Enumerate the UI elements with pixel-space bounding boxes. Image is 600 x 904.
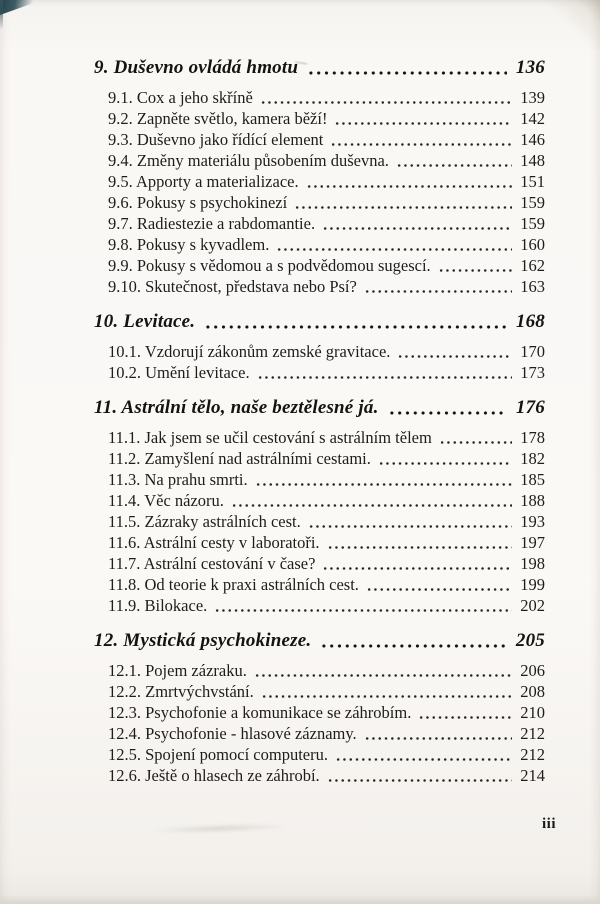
toc-entry-title: 11.2. Zamyšlení nad astrálními cestami. xyxy=(108,449,371,468)
dot-leader xyxy=(396,163,512,168)
toc-entry-page: 159 xyxy=(520,214,545,233)
toc-entry xyxy=(108,574,545,595)
toc-entry-title: 12.6. Ještě o hlasech ze záhrobí. xyxy=(108,766,320,785)
dot-leader xyxy=(204,324,507,330)
toc-entry-page: 208 xyxy=(520,682,545,701)
scan-corner-artifact xyxy=(0,0,42,15)
dot-leader xyxy=(276,247,512,252)
toc-entry-title: 9.2. Zapněte světlo, kamera běží! xyxy=(108,109,328,128)
toc-entry xyxy=(108,171,545,192)
toc-section-title: 12. Mystická psychokineze. xyxy=(94,630,312,651)
toc-section-heading xyxy=(94,310,545,334)
toc-entry xyxy=(108,255,545,276)
toc-entry-title: 9.6. Pokusy s psychokinezí xyxy=(108,193,288,212)
toc-section-title: 11. Astrální tělo, naše beztělesné já. xyxy=(94,397,379,418)
toc-entry-page: 142 xyxy=(520,109,545,128)
toc-section xyxy=(94,396,545,616)
toc-entry xyxy=(108,490,545,511)
toc-entry xyxy=(108,511,545,532)
dot-leader xyxy=(307,70,507,76)
toc-entry xyxy=(108,723,545,744)
dot-leader xyxy=(327,545,512,550)
toc-entry xyxy=(108,553,545,574)
toc-entry-title: 9.8. Pokusy s kyvadlem. xyxy=(108,235,270,254)
toc-entry-title: 11.1. Jak jsem se učil cestování s astrálním tělem xyxy=(108,428,432,447)
toc-entry-page: 210 xyxy=(520,703,545,722)
toc-entry xyxy=(108,532,545,553)
toc-entry-page: 212 xyxy=(520,745,545,764)
toc-entry-page: 159 xyxy=(520,193,545,212)
toc-entry-title: 12.4. Psychofonie - hlasové záznamy. xyxy=(108,724,357,743)
toc-section xyxy=(94,310,545,383)
toc-entry-page: 178 xyxy=(520,428,545,447)
toc-section-heading xyxy=(94,629,545,653)
page-number-folio: iii xyxy=(541,816,556,832)
toc-entry xyxy=(108,129,545,150)
toc-entry xyxy=(108,595,545,616)
toc-entry-title: 11.3. Na prahu smrti. xyxy=(108,470,248,489)
toc-entry xyxy=(108,87,545,108)
toc-entry-page: 162 xyxy=(520,256,545,275)
toc-entry xyxy=(108,660,545,681)
toc-entry xyxy=(108,702,545,723)
dot-leader xyxy=(320,643,507,649)
toc-entry-title: 9.10. Skutečnost, představa nebo Psí? xyxy=(108,277,357,296)
toc-entry xyxy=(108,108,545,129)
dot-leader xyxy=(308,524,512,529)
toc-entry-page: 170 xyxy=(520,342,545,361)
toc-entry-title: 12.1. Pojem zázraku. xyxy=(108,661,247,680)
toc-entry xyxy=(108,192,545,213)
dot-leader xyxy=(214,608,512,613)
scan-smudge xyxy=(150,822,290,836)
dot-leader xyxy=(364,736,512,741)
dot-leader xyxy=(418,715,512,720)
toc-section-title: 10. Levitace. xyxy=(94,311,196,332)
dot-leader xyxy=(397,354,512,359)
toc-entry-title: 12.2. Zmrtvýchvstání. xyxy=(108,682,254,701)
toc-entry-page: 139 xyxy=(520,88,545,107)
toc-section-page: 136 xyxy=(515,57,545,78)
toc-entry-title: 10.2. Umění levitace. xyxy=(108,363,250,382)
dot-leader xyxy=(378,461,512,466)
dot-leader xyxy=(255,482,512,487)
toc-entry-title: 9.1. Cox a jeho skříně xyxy=(108,88,253,107)
toc-entry-page: 185 xyxy=(520,470,545,489)
toc-entry-page: 199 xyxy=(520,575,545,594)
toc-entry-page: 188 xyxy=(520,491,545,510)
toc-section-heading xyxy=(94,396,545,420)
toc-section-page: 168 xyxy=(515,311,545,332)
dot-leader xyxy=(260,100,512,105)
toc-entry-title: 11.6. Astrální cesty v laboratoři. xyxy=(108,533,320,552)
toc-entry-page: 182 xyxy=(520,449,545,468)
toc-entry-title: 11.9. Bilokace. xyxy=(108,596,208,615)
toc-entry-page: 163 xyxy=(520,277,545,296)
toc-entry-page: 214 xyxy=(520,766,545,785)
toc-entry-title: 11.8. Od teorie k praxi astrálních cest. xyxy=(108,575,359,594)
scan-edge-artifact xyxy=(0,0,3,30)
toc-entry-page: 198 xyxy=(520,554,545,573)
toc-section xyxy=(94,56,545,297)
toc-entry-title: 9.3. Duševno jako řídící element xyxy=(108,130,324,149)
toc-section-heading xyxy=(94,56,545,80)
dot-leader xyxy=(322,226,512,231)
dot-leader xyxy=(322,566,512,571)
dot-leader xyxy=(439,440,512,445)
toc-entry-page: 212 xyxy=(520,724,545,743)
toc-entry xyxy=(108,341,545,362)
toc-entry-page: 148 xyxy=(520,151,545,170)
dot-leader xyxy=(294,205,512,210)
dot-leader xyxy=(327,778,512,783)
toc-entry-page: 202 xyxy=(520,596,545,615)
dot-leader xyxy=(334,121,512,126)
toc-entry-title: 11.4. Věc názoru. xyxy=(108,491,224,510)
toc-entry-title: 9.5. Apporty a materializace. xyxy=(108,172,299,191)
toc-entry xyxy=(108,276,545,297)
toc-entry-title: 9.7. Radiestezie a rabdomantie. xyxy=(108,214,316,233)
dot-leader xyxy=(306,184,512,189)
dot-leader xyxy=(388,410,507,416)
toc-entry xyxy=(108,362,545,383)
toc-entry xyxy=(108,681,545,702)
toc-entry-page: 206 xyxy=(520,661,545,680)
dot-leader xyxy=(330,142,512,147)
toc-entry xyxy=(108,765,545,786)
scan-bottom-shadow xyxy=(0,895,600,904)
toc-section-title: 9. Duševno ovládá hmotu xyxy=(94,57,299,78)
toc-entry xyxy=(108,213,545,234)
dot-leader xyxy=(335,757,512,762)
dot-leader xyxy=(254,673,512,678)
dot-leader xyxy=(231,503,512,508)
toc-entry-page: 146 xyxy=(520,130,545,149)
toc-entry-title: 11.7. Astrální cestování v čase? xyxy=(108,554,316,573)
toc-entry-title: 10.1. Vzdorují zákonům zemské gravitace. xyxy=(108,342,391,361)
toc-entry xyxy=(108,234,545,255)
page-curl-artifact xyxy=(528,0,600,50)
toc-entry-page: 193 xyxy=(520,512,545,531)
dot-leader xyxy=(364,289,512,294)
toc-entry xyxy=(108,150,545,171)
toc-entry-page: 151 xyxy=(520,172,545,191)
toc-entry-title: 9.9. Pokusy s vědomou a s podvědomou sugescí. xyxy=(108,256,431,275)
toc-entry xyxy=(108,744,545,765)
toc-entry-title: 11.5. Zázraky astrálních cest. xyxy=(108,512,301,531)
dot-leader xyxy=(257,375,512,380)
toc-entry xyxy=(108,427,545,448)
dot-leader xyxy=(438,268,512,273)
toc-entry xyxy=(108,469,545,490)
dot-leader xyxy=(261,694,512,699)
toc-entry-title: 12.5. Spojení pomocí computeru. xyxy=(108,745,328,764)
toc-section-page: 205 xyxy=(515,630,545,651)
toc-section-page: 176 xyxy=(515,397,545,418)
toc-entry-page: 173 xyxy=(520,363,545,382)
toc-entry-title: 12.3. Psychofonie a komunikace se záhrobím. xyxy=(108,703,412,722)
dot-leader xyxy=(366,587,512,592)
toc-entry-title: 9.4. Změny materiálu působením duševna. xyxy=(108,151,389,170)
toc-entry-page: 197 xyxy=(520,533,545,552)
table-of-contents xyxy=(94,56,545,786)
toc-section xyxy=(94,629,545,786)
toc-entry-page: 160 xyxy=(520,235,545,254)
toc-entry xyxy=(108,448,545,469)
